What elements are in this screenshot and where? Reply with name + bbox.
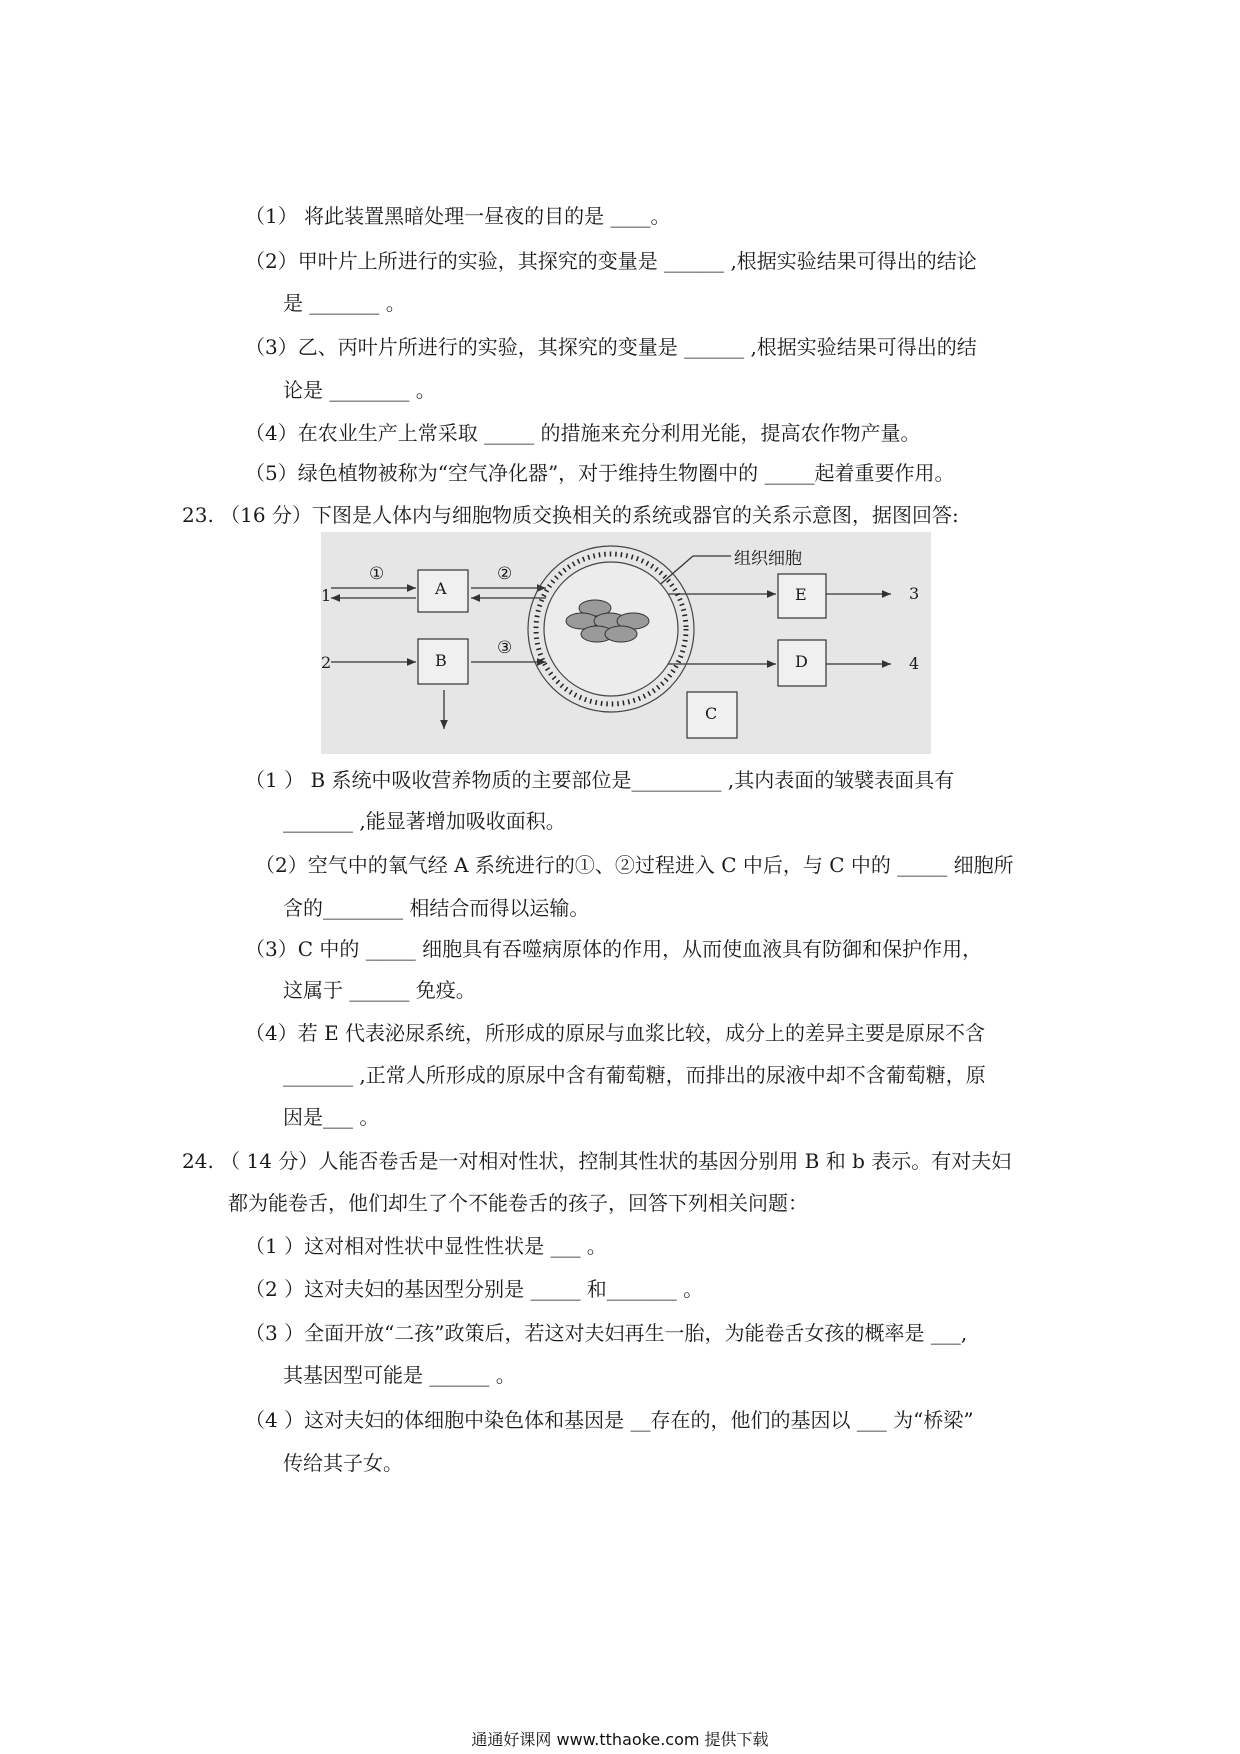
q22-item-2-cont: 是 _______ 。 <box>283 291 406 315</box>
q22-item-4: （4）在农业生产上常采取 _____ 的措施来充分利用光能，提高农作物产量。 <box>245 421 921 445</box>
process-2-label: ② <box>497 564 513 584</box>
box-d-label: D <box>795 652 808 671</box>
q23-item-1: （1 ） B 系统中吸收营养物质的主要部位是_________ ,其内表面的皱襞表面具有 <box>245 768 955 792</box>
q24-item-3: （3 ）全面开放“二孩”政策后，若这对夫妇再生一胎，为能卷舌女孩的概率是 ___, <box>245 1321 968 1345</box>
path-1-label: 1 <box>321 586 332 605</box>
path-2-label: 2 <box>321 653 332 672</box>
q23-item-4: （4）若 E 代表泌尿系统，所形成的原尿与血浆比较，成分上的差异主要是原尿不含 <box>245 1021 986 1045</box>
q24-heading: 24. （ 14 分）人能否卷舌是一对相对性状，控制其性状的基因分别用 B 和 b 表示。有对夫妇 <box>182 1149 1012 1173</box>
q23-item-4-cont2: 因是___ 。 <box>283 1105 380 1129</box>
process-1-label: ① <box>369 564 385 584</box>
q24-item-2: （2 ）这对夫妇的基因型分别是 _____ 和_______ 。 <box>245 1277 704 1301</box>
q24-heading-cont: 都为能卷舌，他们却生了个不能卷舌的孩子，回答下列相关问题： <box>228 1191 808 1215</box>
box-a-label: A <box>435 579 447 598</box>
box-c-label: C <box>705 704 718 723</box>
tissue-cell-label: 组织细胞 <box>734 549 802 569</box>
q22-item-5: （5）绿色植物被称为“空气净化器”，对于维持生物圈中的 _____起着重要作用。 <box>245 461 955 485</box>
q23-item-4-cont: _______ ,正常人所形成的原尿中含有葡萄糖，而排出的尿液中却不含葡萄糖，原 <box>283 1063 986 1087</box>
process-3-label: ③ <box>497 638 513 658</box>
q22-item-3-cont: 论是 ________ 。 <box>283 378 436 402</box>
box-e-label: E <box>795 585 807 604</box>
box-b-label: B <box>435 651 447 670</box>
material-exchange-diagram <box>321 532 931 754</box>
path-3-label: 3 <box>909 584 920 603</box>
q24-item-3-cont: 其基因型可能是 ______ 。 <box>283 1363 516 1387</box>
q23-item-3-cont: 这属于 ______ 免疫。 <box>283 978 476 1002</box>
q22-item-2: （2）甲叶片上所进行的实验，其探究的变量是 ______ ,根据实验结果可得出的结论 <box>245 249 977 273</box>
q23-item-2: （2）空气中的氧气经 A 系统进行的①、②过程进入 C 中后，与 C 中的 _____ 细胞所 <box>255 853 1014 877</box>
q23-item-1-cont: _______ ,能显著增加吸收面积。 <box>283 809 566 833</box>
q24-item-4-cont: 传给其子女。 <box>283 1451 403 1475</box>
q23-heading: 23. （16 分）下图是人体内与细胞物质交换相关的系统或器官的关系示意图，据图回答: <box>182 503 959 527</box>
q24-item-4: （4 ）这对夫妇的体细胞中染色体和基因是 __存在的，他们的基因以 ___ 为“桥梁” <box>245 1408 974 1432</box>
q22-item-3: （3）乙、丙叶片所进行的实验，其探究的变量是 ______ ,根据实验结果可得出的结 <box>245 335 977 359</box>
q24-item-1: （1 ）这对相对性状中显性性状是 ___ 。 <box>245 1234 607 1258</box>
q22-item-1: （1） 将此装置黑暗处理一昼夜的目的是 ____。 <box>245 204 671 228</box>
q23-item-2-cont: 含的________ 相结合而得以运输。 <box>283 896 590 920</box>
footer-source: 通通好课网 www.tthaoke.com 提供下载 <box>471 1730 769 1749</box>
q23-item-3: （3）C 中的 _____ 细胞具有吞噬病原体的作用，从而使血液具有防御和保护作用， <box>245 937 983 961</box>
path-4-label: 4 <box>909 654 920 673</box>
